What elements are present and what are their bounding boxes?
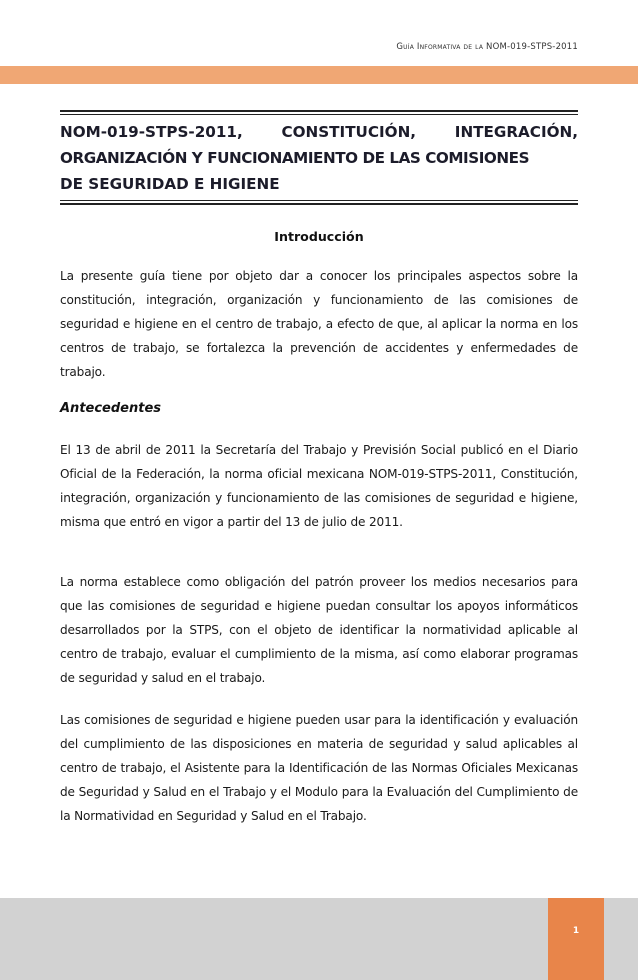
running-header-label: Guía Informativa de la [396, 42, 484, 52]
title-line-2: ORGANIZACIÓN Y FUNCIONAMIENTO DE LAS COMISIONES [60, 149, 530, 167]
title-top-rule-thick [60, 110, 578, 112]
running-header-norm-code: NOM-019-STPS-2011 [486, 42, 578, 52]
intro-paragraph: La presente guía tiene por objeto dar a conocer los principales aspectos sobre la constitución, integración, organización y funcionamiento de las comisiones de seguridad e higiene en el centro de trabajo, a efecto de que, al aplicar la norma en los centros de trabajo, se fortalezca la prevención de accidentes y enfermedades de trabajo. [60, 269, 578, 379]
header-orange-band [0, 66, 638, 84]
title-bottom-rule-thin [60, 200, 578, 201]
paragraph-tools: Las comisiones de seguridad e higiene pueden usar para la identificación y evaluación del cumplimiento de las disposiciones en materia de seguridad y salud aplicables al centro de trabajo, el Asistente para la Identificación de las Normas Oficiales Mexicanas de Seguridad y Salud en el Trabajo y el Modulo para la Evaluación del Cumplimiento de la Normatividad en Seguridad y Salud en el Trabajo. [60, 713, 578, 823]
intro-heading: Introducción [274, 229, 364, 244]
title-line-1: NOM-019-STPS-2011, CONSTITUCIÓN, INTEGRACIÓN, [60, 123, 578, 141]
running-header [300, 42, 578, 52]
page-number-box [548, 898, 604, 980]
title-line-3: DE SEGURIDAD E HIGIENE [60, 175, 280, 193]
paragraph-obligation: La norma establece como obligación del patrón proveer los medios necesarios para que las comisiones de seguridad e higiene puedan consultar los apoyos informáticos desarrollados por la STPS, con el objeto de identificar la normatividad aplicable al centro de trabajo, evaluar el cumplimiento de la misma, así como elaborar programas de seguridad y salud en el trabajo. [60, 575, 578, 685]
background-heading: Antecedentes [60, 401, 162, 416]
footer-band [0, 898, 638, 980]
title-top-rule-thin [60, 114, 578, 115]
paragraph-publication: El 13 de abril de 2011 la Secretaría del Trabajo y Previsión Social publicó en el Diario Oficial de la Federación, la norma oficial mexicana NOM-019-STPS-2011, Constitución, integración, organización y funcionamiento de las comisiones de seguridad e higiene, misma que entró en vigor a partir del 13 de julio de 2011. [60, 443, 578, 529]
document-title [60, 119, 578, 197]
title-bottom-rule-thick [60, 203, 578, 205]
page-number: 1 [572, 926, 580, 936]
